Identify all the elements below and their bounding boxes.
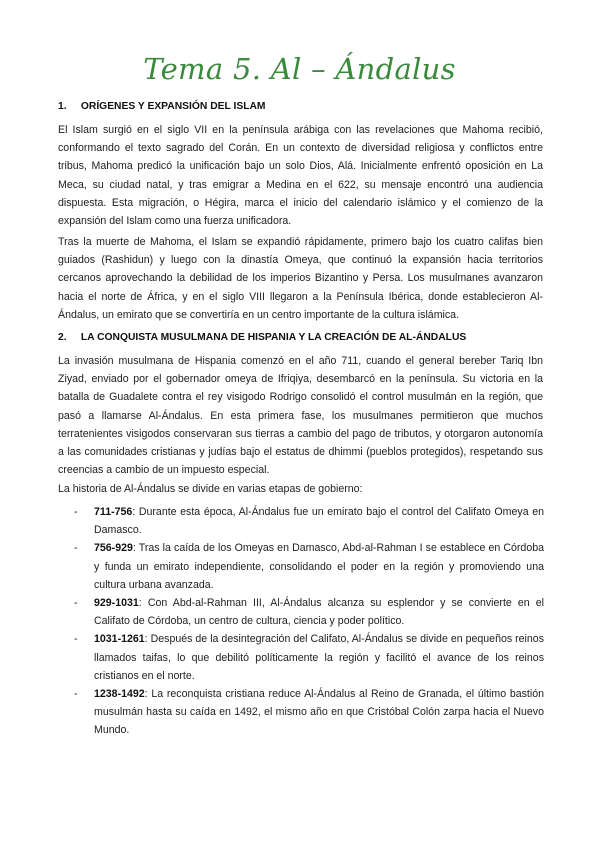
list-item bbox=[74, 539, 544, 594]
list-bullet: - bbox=[74, 633, 78, 646]
list-item bbox=[74, 630, 544, 685]
period-range: 711-756 bbox=[94, 506, 133, 518]
section-heading-2 bbox=[58, 332, 466, 343]
list-item bbox=[74, 503, 544, 539]
section-number: 1. bbox=[58, 101, 67, 112]
period-description: : Con Abd-al-Rahman III, Al-Ándalus alcanza su esplendor y se convierte en el Califato de Córdoba, un centro de cultura, ciencia y poder político. bbox=[94, 597, 544, 628]
section-title: ORÍGENES Y EXPANSIÓN DEL ISLAM bbox=[80, 101, 266, 112]
list-bullet: - bbox=[74, 506, 78, 518]
list-item bbox=[74, 594, 544, 630]
list-bullet: - bbox=[74, 597, 78, 610]
list-item bbox=[74, 685, 544, 740]
period-description: : Durante esta época, Al-Ándalus fue un emirato bajo el control del Califato Omeya en Damasco. bbox=[94, 506, 544, 537]
section-title: LA CONQUISTA MUSULMANA DE HISPANIA Y LA CREACIÓN DE AL-ÁNDALUS bbox=[80, 332, 467, 343]
period-description: : Tras la caída de los Omeyas en Damasco, Abd-al-Rahman I se establece en Córdoba y funda un emirato independiente, consolidando el poder en la región y promoviendo una cultura urbana avanzada. bbox=[94, 542, 544, 591]
period-range: 756-929 bbox=[94, 542, 133, 555]
section-heading-1 bbox=[58, 101, 266, 112]
paragraph-conquest: La invasión musulmana de Hispania comenzó en el año 711, cuando el general bereber Tariq Ibn Ziyad, enviado por el gobernador omeya de Ifriqiya, desembarcó en la península. Su victoria en la batalla de Guadalete contra el rey visigodo Rodrigo consolidó el control musulmán en la región, que pasó a llamarse Al-Ándalus. En esta primera fase, los musulmanes permitieron que muchos terratenientes visigodos conservaran sus tierras a cambio del pago de tributos, y otorgaron autonomía a las comunidades cristianas y judías bajo el estatus de dhimmi (pueblos protegidos), respetando sus creencias a cambio de un impuesto especial. bbox=[58, 355, 543, 477]
period-range: 1238-1492 bbox=[94, 688, 145, 701]
paragraph-origins: El Islam surgió en el siglo VII en la península arábiga con las revelaciones que Mahoma recibió, conformando el texto sagrado del Corán. En un contexto de diversidad religiosa y conflictos entre tribus, Mahoma predicó la unificación bajo un solo Dios, Alá. Inicialmente enfrentó oposición en La Meca, su ciudad natal, y tras emigrar a Medina en el 622, su mensaje encontró una audiencia dispuesta. Esta migración, o Hégira, marca el inicio del calendario islámico y el comienzo de la expansión del Islam como una fuerza unificadora. bbox=[58, 124, 543, 228]
section-number: 2. bbox=[58, 332, 67, 343]
period-list bbox=[74, 503, 544, 740]
list-intro: La historia de Al-Ándalus se divide en varias etapas de gobierno: bbox=[58, 483, 363, 495]
paragraph-expansion: Tras la muerte de Mahoma, el Islam se expandió rápidamente, primero bajo los cuatro califas bien guiados (Rashidun) y luego con la dinastía Omeya, que continuó la expansión hacia territorios cercanos aprovechando la debilidad de los imperios Bizantino y Persa. Los musulmanes avanzaron hacia el norte de África, y en el siglo VIII llegaron a la Península Ibérica, donde establecieron Al-Ándalus, un emirato que se convertiría en un centro importante de la cultura islámica. bbox=[58, 236, 543, 321]
list-bullet: - bbox=[74, 542, 78, 555]
period-description: : La reconquista cristiana reduce Al-Ándalus al Reino de Granada, el último bastión musulmán hasta su caída en 1492, el mismo año en que Cristóbal Colón zarpa hacia el Nuevo Mundo. bbox=[94, 688, 544, 737]
page-title: Tema 5. Al – Ándalus bbox=[143, 52, 456, 86]
period-description: : Después de la desintegración del Califato, Al-Ándalus se divide en pequeños reinos llamados taifas, lo que debilitó políticamente la región y facilitó el avance de los reinos cristianos en el norte. bbox=[94, 633, 544, 682]
period-range: 1031-1261 bbox=[94, 633, 145, 646]
list-bullet: - bbox=[74, 688, 78, 701]
period-range: 929-1031 bbox=[94, 597, 139, 610]
